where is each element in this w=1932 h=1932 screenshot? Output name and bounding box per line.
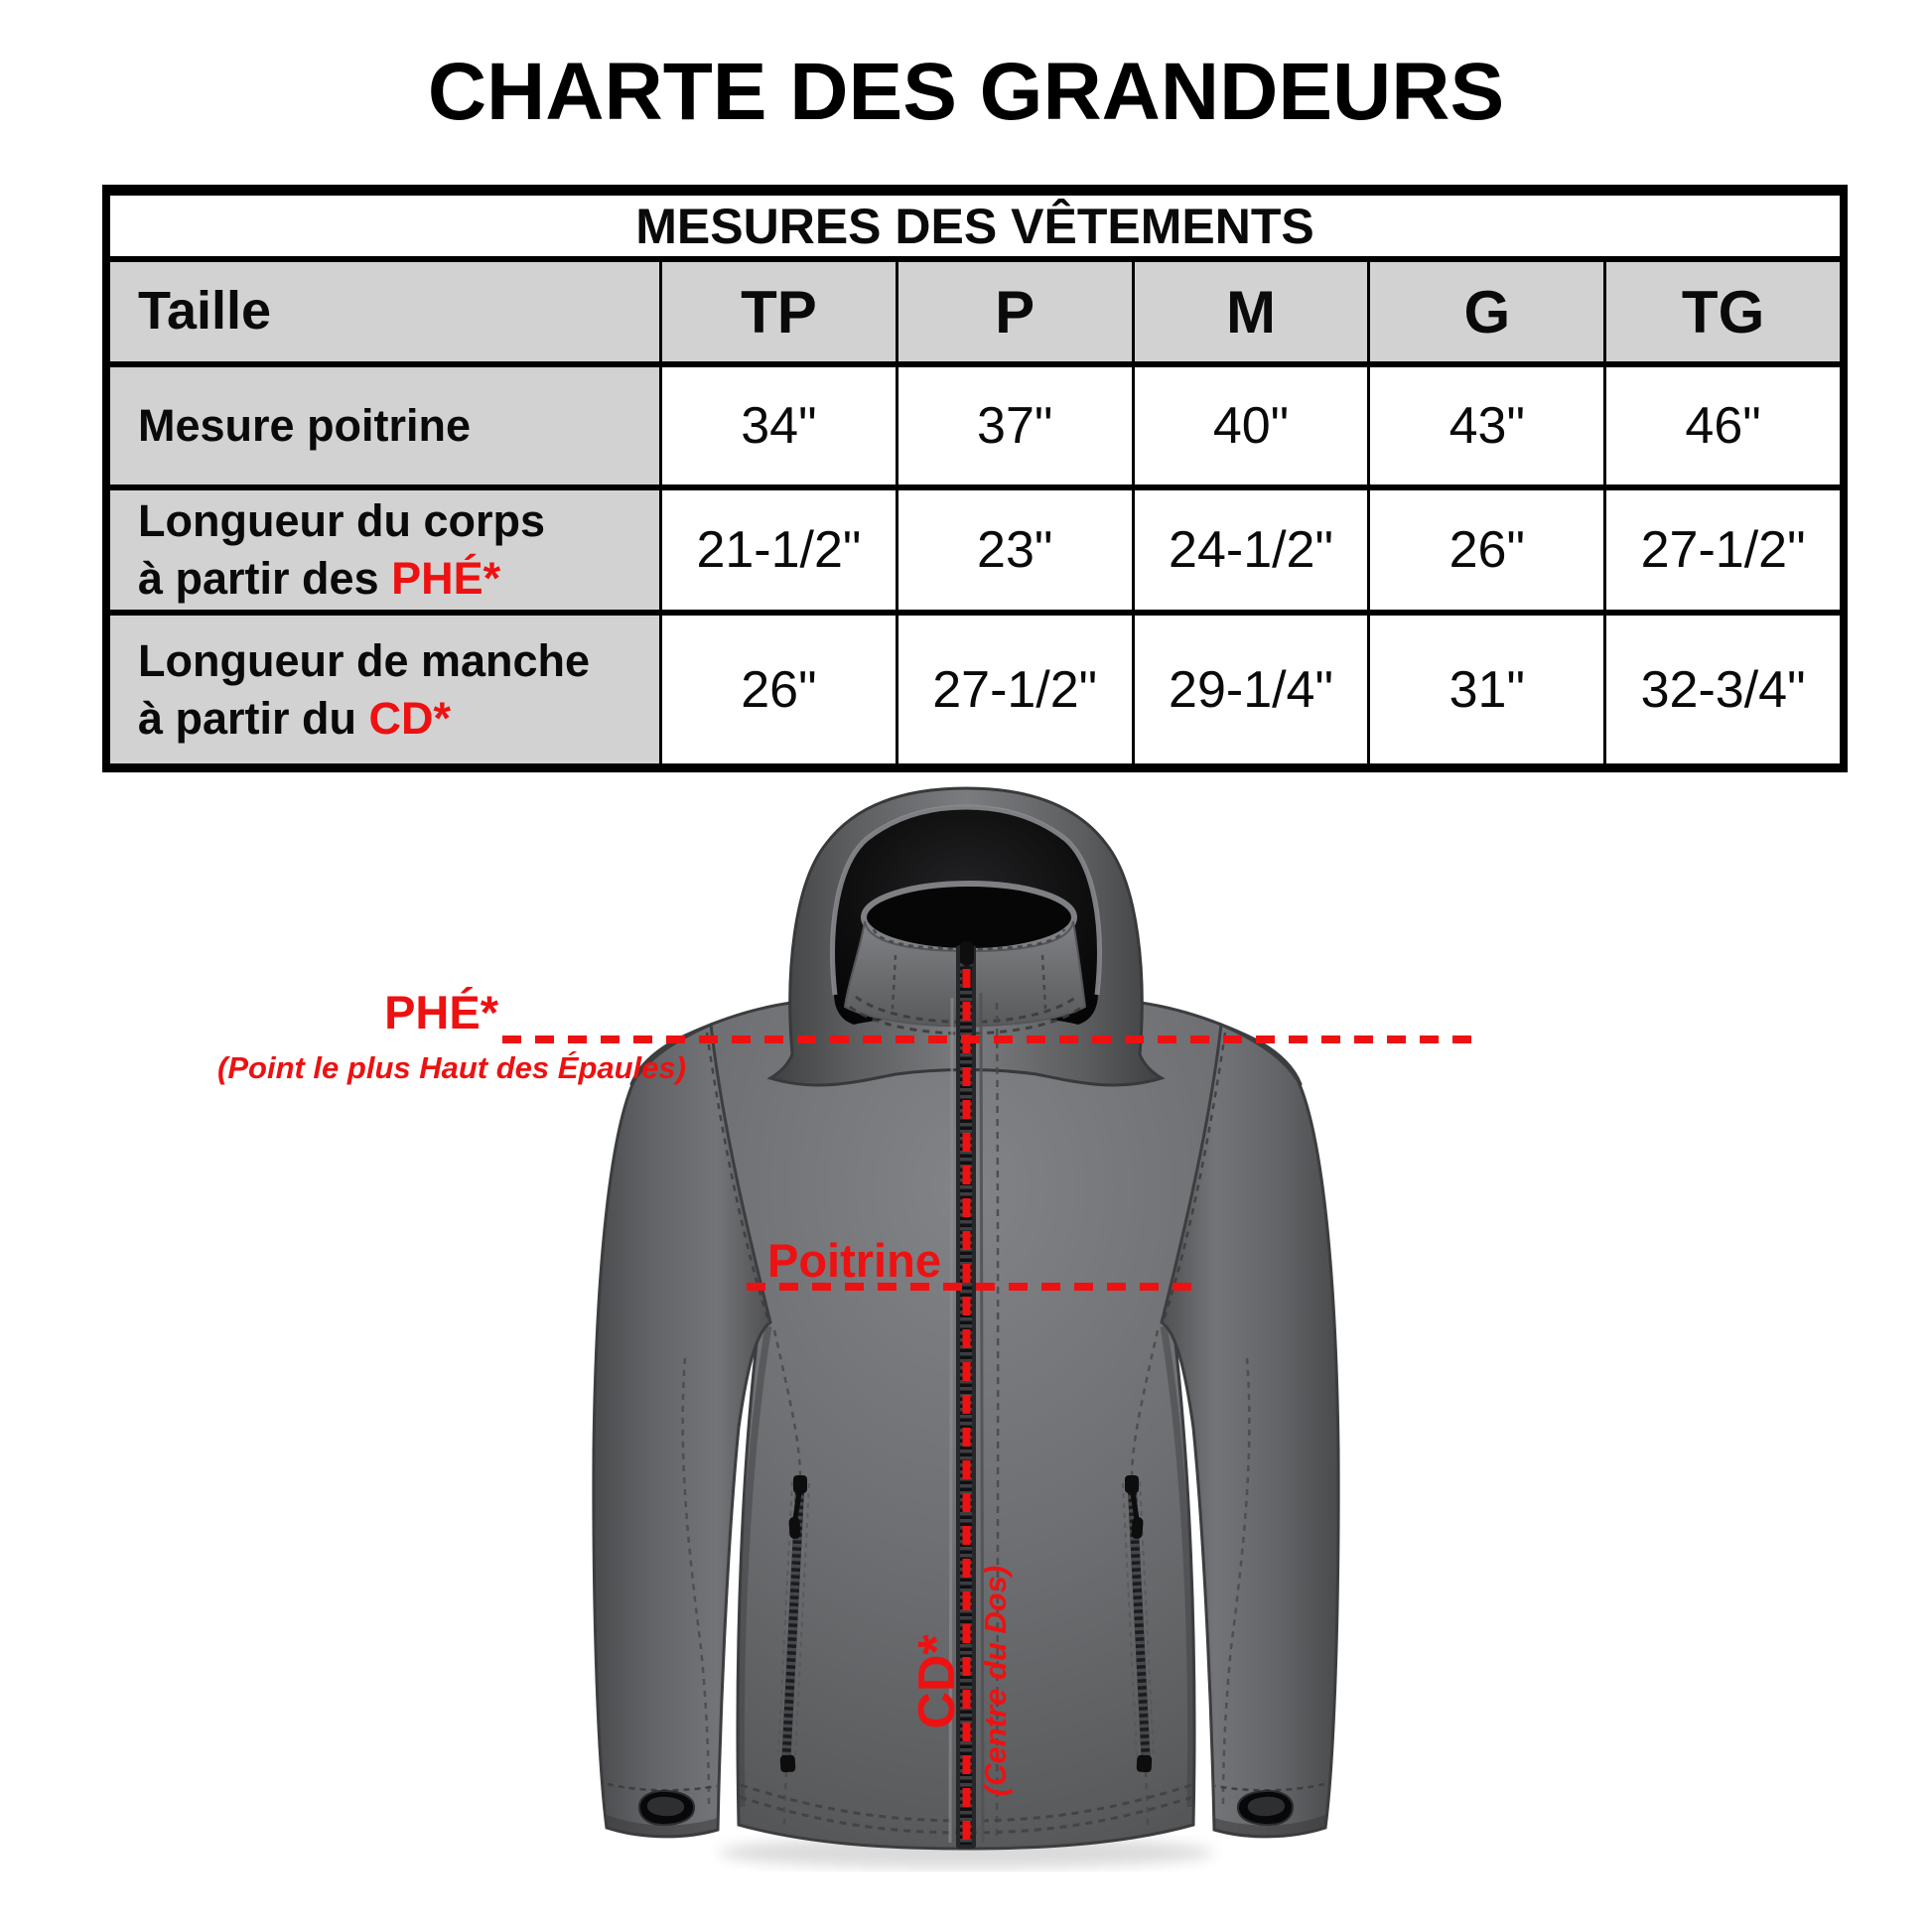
size-col-tg: TG xyxy=(1603,262,1840,361)
phe-label: PHÉ* xyxy=(384,986,498,1038)
size-col-p: P xyxy=(896,262,1132,361)
table-header: MESURES DES VÊTEMENTS xyxy=(110,196,1840,262)
cd-sublabel: (Centre du Dos) xyxy=(978,1565,1013,1797)
body-length-tp: 21-1/2" xyxy=(659,490,896,610)
size-col-m: M xyxy=(1132,262,1368,361)
body-length-m: 24-1/2" xyxy=(1132,490,1368,610)
collar-opening xyxy=(864,884,1074,951)
sleeve-length-g: 31" xyxy=(1367,616,1603,763)
page-title: CHARTE DES GRANDEURS xyxy=(427,47,1505,137)
chest-value-p: 37" xyxy=(896,367,1132,484)
sleeve-length-tp: 26" xyxy=(659,616,896,763)
size-col-tp: TP xyxy=(659,262,896,361)
row-label-line2-text: à partir des xyxy=(138,553,392,604)
body-length-tg: 27-1/2" xyxy=(1603,490,1840,610)
chest-value-g: 43" xyxy=(1367,367,1603,484)
cd-label: CD* xyxy=(908,1634,966,1729)
body-length-g: 26" xyxy=(1367,490,1603,610)
body-length-p: 23" xyxy=(896,490,1132,610)
row-label-text: Mesure poitrine xyxy=(138,400,472,452)
sleeve-length-m: 29-1/4" xyxy=(1132,616,1368,763)
chest-value-m: 40" xyxy=(1132,367,1368,484)
sleeve-length-p: 27-1/2" xyxy=(896,616,1132,763)
row-label-line1: Longueur du corps xyxy=(138,495,545,547)
zipper-pull xyxy=(960,941,974,965)
chest-value-tp: 34" xyxy=(659,367,896,484)
phe-sublabel: (Point le plus Haut des Épaules) xyxy=(217,1050,686,1085)
size-col-g: G xyxy=(1367,262,1603,361)
size-row-label: Taille xyxy=(110,262,659,361)
row-label-line2-red: PHÉ* xyxy=(391,553,501,604)
sleeve-length-tg: 32-3/4" xyxy=(1603,616,1840,763)
row-label-line1: Longueur de manche xyxy=(138,634,591,686)
row-label-line2-text: à partir du xyxy=(138,692,369,744)
row-label-line2-red: CD* xyxy=(368,692,452,744)
chest-value-tg: 46" xyxy=(1603,367,1840,484)
chest-label: Poitrine xyxy=(767,1234,941,1287)
